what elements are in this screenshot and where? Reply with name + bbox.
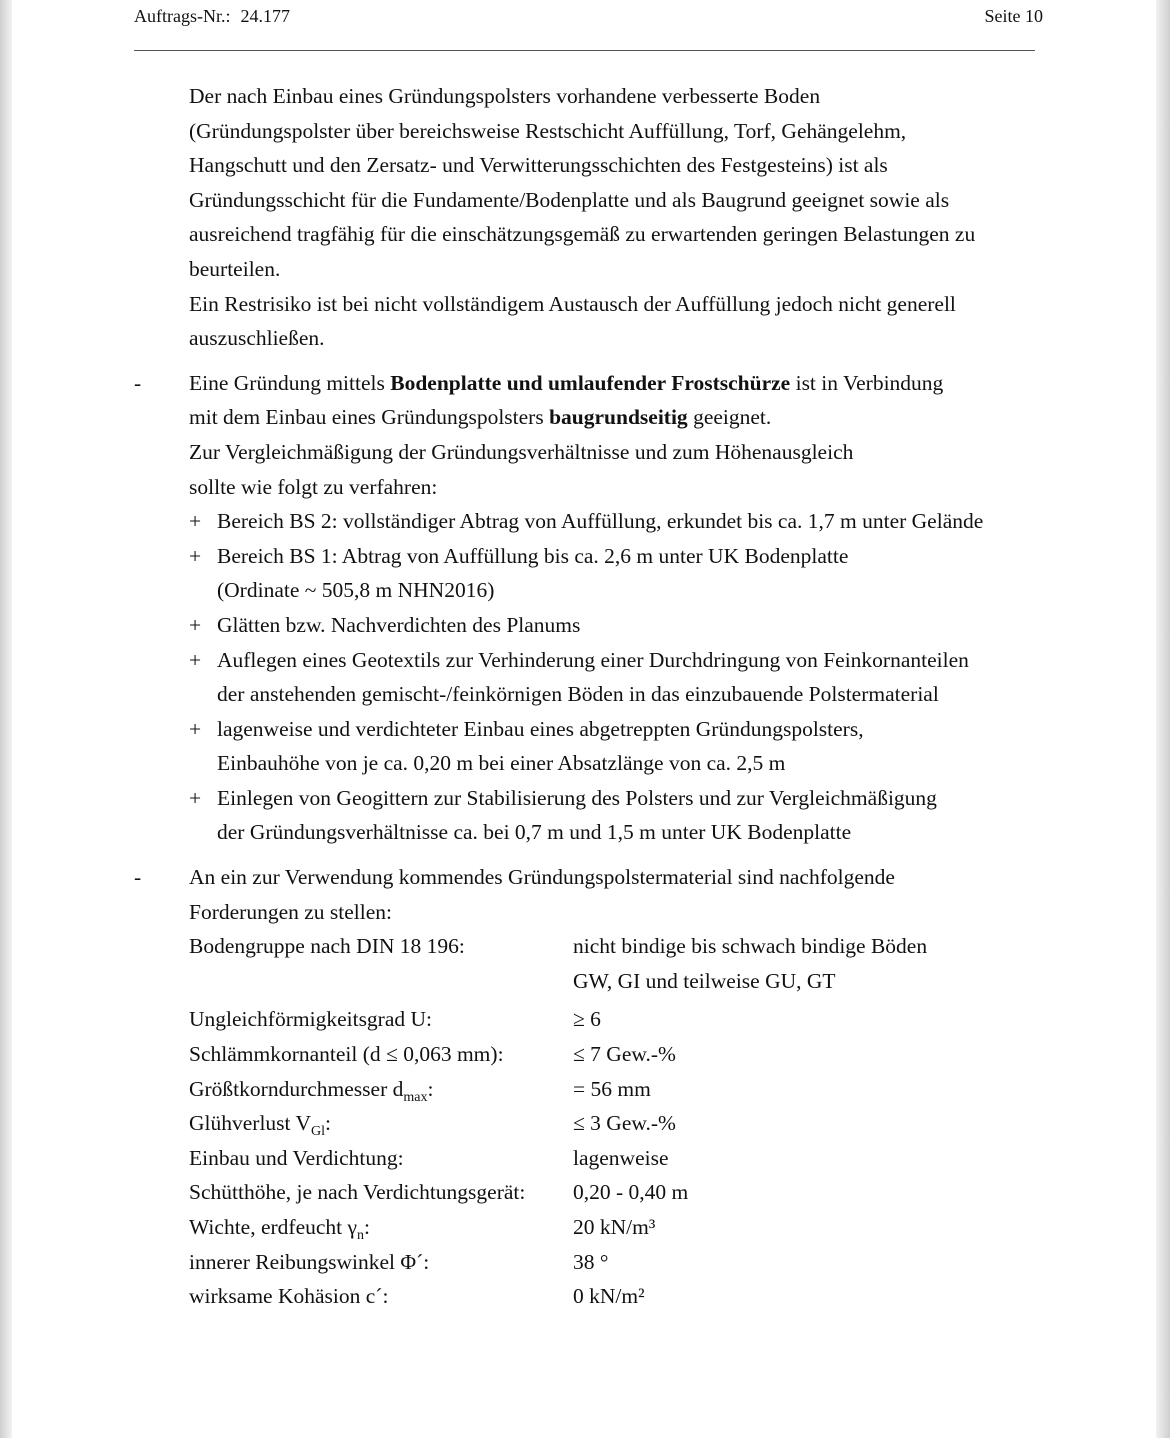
requirement-label: Einbau und Verdichtung: (189, 1145, 404, 1170)
requirement-value: 38 ° (573, 1249, 609, 1274)
requirement-label: Schütthöhe, je nach Verdichtungsgerät: (189, 1180, 526, 1205)
text-run: mit dem Einbau eines Gründungspolsters (189, 405, 550, 430)
requirement-value: ≥ 6 (573, 1007, 601, 1032)
label-text: : (364, 1215, 370, 1239)
item-line: Auflegen eines Geotextils zur Verhinderung einer Durchdringung von Feinkornanteilen (217, 647, 969, 672)
item-line: der Gründungsverhältnisse ca. bei 0,7 m und 1,5 m unter UK Bodenplatte (217, 820, 852, 845)
requirement-row (189, 1002, 1054, 1037)
requirement-row (189, 1279, 1054, 1314)
requirement-label (189, 1210, 573, 1245)
order-label: Auftrags-Nr.: (134, 6, 231, 26)
requirement-row (189, 1106, 1054, 1141)
procedure-item (189, 712, 1054, 781)
label-text: Glühverlust V (189, 1111, 312, 1136)
plus-marker: + (189, 785, 202, 810)
item-line: Bereich BS 2: vollständiger Abtrag von Auffüllung, erkundet bis ca. 1,7 m unter Gelände (217, 509, 984, 534)
label-subscript: Gl (311, 1124, 326, 1140)
section-foundation-body (189, 366, 1054, 850)
procedure-list (189, 504, 1054, 850)
requirement-label-empty (189, 964, 573, 999)
section-material (134, 860, 1054, 1314)
section-line: sollte wie folgt zu verfahren: (189, 474, 438, 499)
intro-line: Gründungsschicht für die Fundamente/Bodenplatte und als Baugrund geeignet sowie als (189, 187, 950, 212)
plus-marker: + (189, 716, 202, 741)
section-foundation (134, 366, 1054, 850)
requirement-value: nicht bindige bis schwach bindige Böden (573, 934, 928, 959)
bold-run: Bodenplatte und umlaufender Frostschürze (390, 370, 791, 395)
item-line: Einlegen von Geogittern zur Stabilisierung des Polsters und zur Vergleichmäßigung (217, 785, 937, 810)
item-line: Einbauhöhe von je ca. 0,20 m bei einer Absatzlänge von ca. 2,5 m (217, 751, 786, 776)
page-shadow-left (0, 0, 12, 1438)
label-text: : (325, 1111, 332, 1136)
page-shadow-right (1156, 0, 1170, 1438)
intro-line: Ein Restrisiko ist bei nicht vollständigem Austausch der Auffüllung jedoch nicht generell (189, 291, 956, 316)
intro-line: beurteilen. (189, 256, 281, 281)
item-line: lagenweise und verdichteter Einbau eines abgetreppten Gründungspolsters, (217, 716, 864, 741)
plus-marker: + (189, 647, 202, 672)
requirement-value: = 56 mm (573, 1076, 651, 1101)
requirement-value: GW, GI und teilweise GU, GT (573, 968, 836, 993)
requirement-row (189, 1141, 1054, 1176)
intro-line: Der nach Einbau eines Gründungspolsters vorhandene verbesserte Boden (189, 84, 821, 108)
text-run: Eine Gründung mittels (189, 370, 391, 395)
page-number: Seite 10 (984, 6, 1043, 26)
item-line: der anstehenden gemischt-/feinkörnigen Böden in das einzubauende Polstermaterial (217, 682, 939, 707)
requirement-label (189, 1072, 573, 1107)
requirement-label: innerer Reibungswinkel Φ´: (189, 1249, 430, 1274)
requirements-table (189, 929, 1054, 1314)
requirement-value: lagenweise (573, 1145, 669, 1170)
requirement-value: ≤ 3 Gew.-% (573, 1111, 676, 1136)
section-line: Zur Vergleichmäßigung der Gründungsverhältnisse und zum Höhenausgleich (189, 439, 854, 464)
intro-line: auszuschließen. (189, 326, 325, 351)
order-number: 24.177 (240, 6, 290, 26)
intro-line: (Gründungspolster über bereichsweise Restschicht Auffüllung, Torf, Gehängelehm, (189, 118, 907, 143)
requirement-row (189, 1210, 1054, 1245)
requirement-label: wirksame Kohäsion c´: (189, 1284, 389, 1309)
requirement-label: Bodengruppe nach DIN 18 196: (189, 934, 465, 959)
procedure-item (189, 608, 1054, 643)
document-body (134, 79, 1054, 1314)
requirement-label: Schlämmkornanteil (d ≤ 0,063 mm): (189, 1042, 504, 1067)
header-rule (134, 50, 1035, 51)
requirement-value: ≤ 7 Gew.-% (573, 1042, 676, 1067)
intro-paragraph (189, 79, 1054, 356)
requirement-value: 0 kN/m² (573, 1284, 645, 1309)
item-line: (Ordinate ~ 505,8 m NHN2016) (217, 578, 495, 603)
label-subscript: n (357, 1228, 365, 1243)
section-dash: - (134, 370, 142, 395)
section-line (189, 366, 1054, 401)
intro-line: ausreichend tragfähig für die einschätzungsgemäß zu erwartenden geringen Belastungen zu (189, 222, 976, 247)
requirement-value: 0,20 - 0,40 m (573, 1180, 689, 1205)
text-run: ist in Verbindung (790, 370, 944, 395)
label-text: : (427, 1076, 434, 1101)
requirement-label: Ungleichförmigkeitsgrad U: (189, 1007, 433, 1032)
order-info (134, 6, 290, 27)
requirement-row (189, 1175, 1054, 1210)
requirement-row (189, 1072, 1054, 1107)
label-text: Wichte, erdfeucht γ (189, 1215, 358, 1239)
requirement-value: 20 kN/m³ (573, 1215, 656, 1239)
plus-marker: + (189, 543, 202, 568)
requirement-row (189, 1037, 1054, 1072)
requirement-label (189, 1106, 573, 1141)
item-line: Bereich BS 1: Abtrag von Auffüllung bis ca. 2,6 m unter UK Bodenplatte (217, 543, 849, 568)
plus-marker: + (189, 612, 202, 637)
label-subscript: max (403, 1089, 428, 1105)
requirement-row (189, 964, 1054, 999)
section-dash: - (134, 865, 142, 890)
requirement-row (189, 1245, 1054, 1280)
section-material-body (189, 860, 1054, 1314)
section-line: Forderungen zu stellen: (189, 899, 393, 924)
procedure-item (189, 781, 1054, 850)
section-line (189, 400, 1054, 435)
section-line: An ein zur Verwendung kommendes Gründungspolstermaterial sind nachfolgende (189, 865, 895, 890)
procedure-item (189, 504, 1054, 539)
bold-run: baugrundseitig (549, 405, 688, 430)
requirement-row (189, 929, 1054, 964)
procedure-item (189, 539, 1054, 608)
plus-marker: + (189, 509, 202, 534)
page-header (134, 6, 1043, 34)
item-line: Glätten bzw. Nachverdichten des Planums (217, 612, 581, 637)
label-text: Größtkorndurchmesser d (189, 1076, 404, 1101)
intro-line: Hangschutt und den Zersatz- und Verwitterungsschichten des Festgesteins) ist als (189, 153, 888, 178)
text-run: geeignet. (687, 405, 772, 430)
procedure-item (189, 643, 1054, 712)
